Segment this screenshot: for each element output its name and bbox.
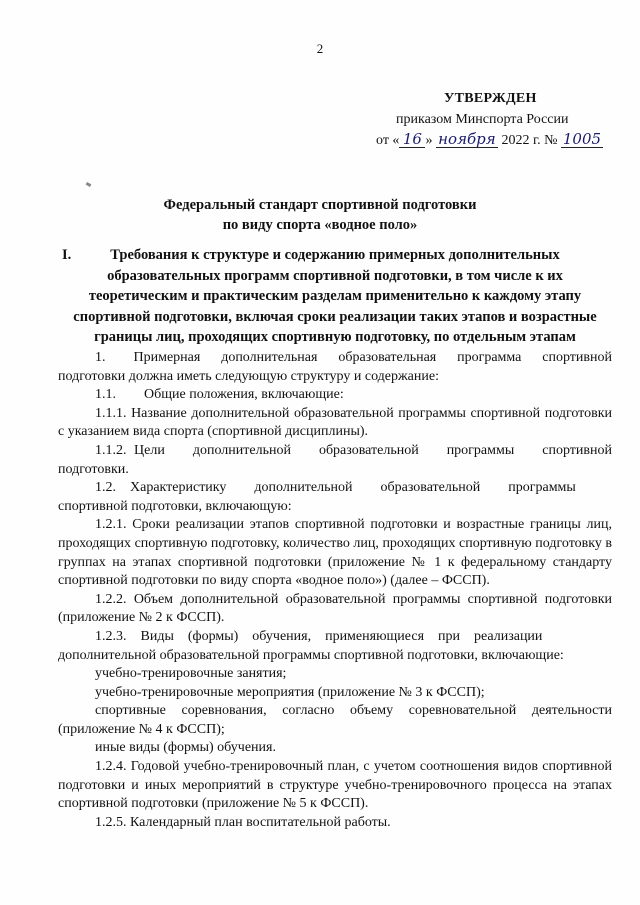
approval-title: УТВЕРЖДЕН [444, 91, 537, 106]
paragraph: 1.2.2. Объем дополнительной образовательной программы спортивной подготовки (приложение № 2 к ФССП). [58, 591, 612, 626]
list-item: иные виды (формы) обучения. [95, 740, 276, 756]
paragraph: 1.2. Характеристику дополнительной образовательной программы спортивной подготовки, включающую: [58, 480, 576, 514]
document-title [0, 195, 640, 235]
section-number: I. [62, 247, 72, 263]
list-item: учебно-тренировочные мероприятия (приложение № 3 к ФССП); [95, 684, 485, 700]
date-year: 2022 г. № [501, 133, 558, 148]
scan-speck [86, 182, 92, 187]
paragraph: 1.1.1. Название дополнительной образовательной программы спортивной подготовки с указанием вида спорта (спортивной дисциплины). [58, 405, 612, 440]
handwritten-month: ноября [436, 131, 498, 148]
list-item: спортивные соревнования, согласно объему соревновательной деятельности (приложение № 4 к ФССП); [58, 703, 612, 737]
section-title: Требования к структуре и содержанию примерных дополнительных образовательных программ спортивной подготовки, в том числе к их теоретическим и практическим разделам применительно к каждому этапу спортивной подготовки, включая сроки реализации таких этапов и возрастные границы лиц, проходящих спортивную подготовку, по отдельным этапам [73, 247, 597, 345]
paragraph: 1. Примерная дополнительная образовательная программа спортивной подготовки должна иметь следующую структуру и содержание: [58, 350, 612, 384]
document-title-line2: по виду спорта «водное поло» [222, 217, 418, 233]
paragraph: 1.2.3. Виды (формы) обучения, применяющиеся при реализации дополнительной образовательной программы спортивной подготовки, включающие: [58, 628, 564, 663]
paragraph: 1.2.1. Сроки реализации этапов спортивной подготовки и возрастные границы лиц, проходящих спортивную подготовку, количество лиц, проходящих спортивную подготовку в группах на этапах спортивной подготовки (приложение № 1 к федеральному стандарту спортивной подготовки по виду спорта «водное поло») (далее – ФССП). [58, 517, 612, 589]
paragraph: 1.1.2. Цели дополнительной образовательной программы спортивной подготовки. [58, 442, 612, 477]
paragraph: 1.2.5. Календарный план воспитательной работы. [95, 814, 391, 830]
date-prefix: от « [376, 133, 400, 148]
handwritten-day: 16 [399, 131, 425, 148]
paragraph: 1.1. Общие положения, включающие: [95, 387, 344, 403]
approval-order: приказом Минспорта России [396, 112, 569, 127]
section-heading [60, 245, 610, 348]
list-item: учебно-тренировочные занятия; [95, 666, 287, 682]
date-day-close: » [425, 133, 433, 148]
paragraph: 1.2.4. Годовой учебно-тренировочный план, с учетом соотношения видов спортивной подготовки и иных мероприятий в структуре учебно-тренировочного процесса на этапах спортивной подготовки (приложение № 5 к ФССП). [58, 759, 612, 812]
document-body [58, 349, 612, 832]
handwritten-order-number: 1005 [562, 130, 602, 148]
approval-date-line [376, 130, 603, 148]
document-title-line1: Федеральный стандарт спортивной подготовки [163, 197, 477, 213]
page-number: 2 [316, 41, 324, 56]
approval-block [376, 88, 626, 151]
